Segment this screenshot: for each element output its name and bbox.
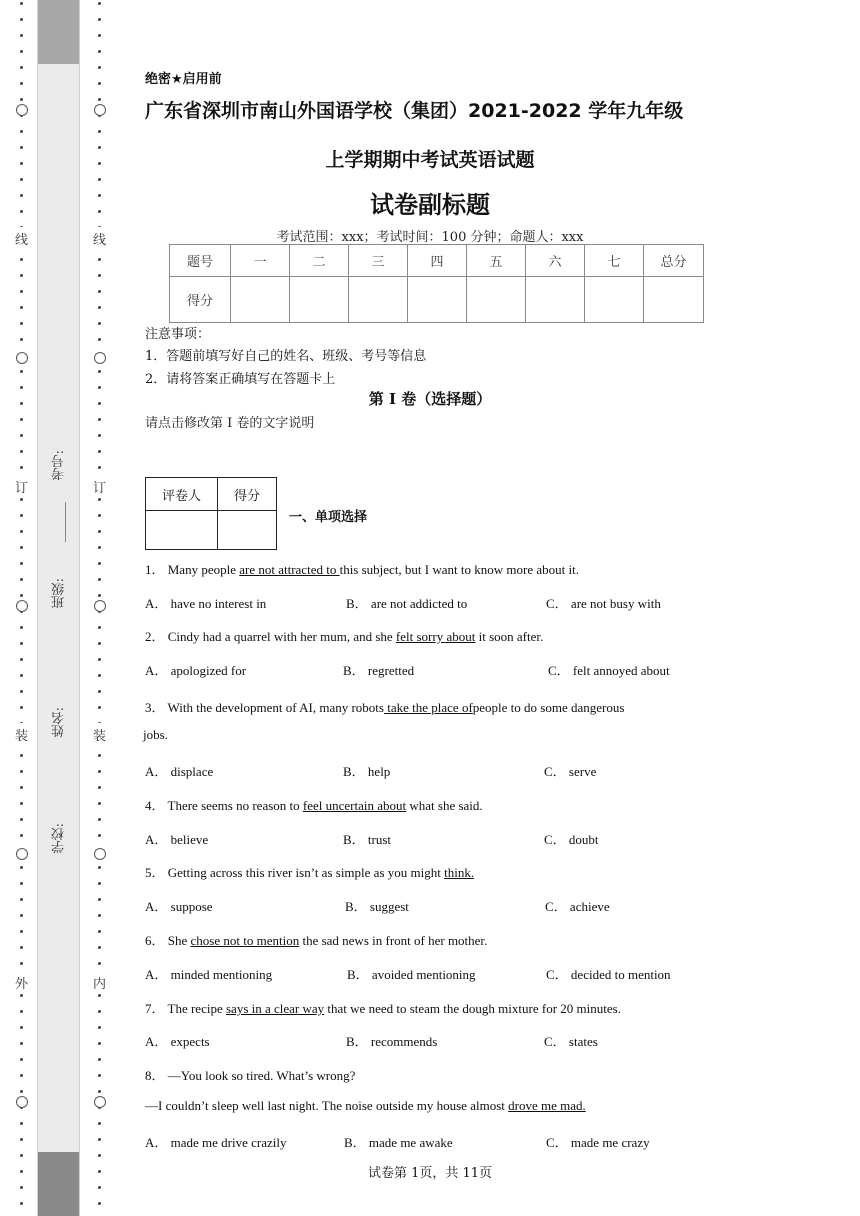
binding-dot [20, 706, 23, 709]
score-header-cell: 五 [467, 245, 526, 277]
binding-dot [98, 370, 101, 373]
question-text: —I couldn’t sleep well last night. The noise outside my house almost [145, 1098, 509, 1113]
part-title: 一、单项选择 [289, 510, 368, 525]
binding-circle [94, 848, 106, 860]
binding-dot [98, 210, 101, 213]
binding-dot [98, 562, 101, 565]
binding-dot [20, 210, 23, 213]
binding-char-outer: 装 [15, 723, 28, 746]
binding-dot [20, 1042, 23, 1045]
binding-dot [98, 1122, 101, 1125]
score-table [169, 244, 704, 323]
binding-dot [20, 98, 23, 101]
binding-dot [20, 418, 23, 421]
binding-dot [20, 258, 23, 261]
binding-dot [20, 386, 23, 389]
school-label: 学校: [52, 823, 67, 854]
binding-dot [20, 1058, 23, 1061]
binding-dot [98, 786, 101, 789]
binding-dot [20, 146, 23, 149]
option-a[interactable]: A． believe [145, 832, 209, 847]
binding-dot [98, 98, 101, 101]
question-text: that we need to steam the dough mixture for 20 minutes. [324, 1001, 621, 1016]
binding-dot [20, 322, 23, 325]
question-stem [145, 795, 483, 814]
option-b[interactable]: B． avoided mentioning [347, 967, 476, 982]
score-header-cell: 二 [290, 245, 349, 277]
option-a[interactable]: A． minded mentioning [145, 967, 273, 982]
binding-dot [98, 930, 101, 933]
option-c[interactable]: C． made me crazy [546, 1135, 650, 1150]
binding-dot [20, 290, 23, 293]
binding-dot [98, 386, 101, 389]
grader-score-cell[interactable] [218, 511, 277, 550]
binding-dot [20, 1010, 23, 1013]
binding-dot [20, 962, 23, 965]
question-text: 2． Cindy had a quarrel with her mum, and she [145, 629, 396, 644]
binding-circle [16, 848, 28, 860]
option-a[interactable]: A． suppose [145, 899, 213, 914]
binding-dot [20, 786, 23, 789]
binding-dot [20, 658, 23, 661]
binding-dot [20, 866, 23, 869]
binding-dot [20, 2, 23, 5]
binding-dot [20, 594, 23, 597]
underlined-phrase: says in a clear way [225, 1001, 325, 1016]
question-text: it soon after. [475, 629, 544, 644]
binding-strip-top [38, 0, 79, 64]
binding-dot [98, 818, 101, 821]
score-header-cell: 三 [349, 245, 408, 277]
binding-dot [20, 130, 23, 133]
binding-dot [20, 1170, 23, 1173]
option-a[interactable]: A． displace [145, 764, 214, 779]
binding-dot [98, 178, 101, 181]
question-text: 1． Many people [145, 562, 240, 577]
underlined-phrase: take the place of [383, 700, 473, 715]
binding-dot [20, 914, 23, 917]
binding-dot [20, 1026, 23, 1029]
option-a[interactable]: A． have no interest in [145, 596, 267, 611]
score-cell[interactable] [585, 277, 644, 323]
page-footer: 试卷第 1页，共 11页 [367, 1166, 493, 1181]
score-cell[interactable] [467, 277, 526, 323]
binding-dot [98, 530, 101, 533]
question-stem-continued: jobs. [143, 727, 168, 742]
binding-dot [98, 1010, 101, 1013]
binding-dot [98, 1202, 101, 1205]
binding-circle [94, 1096, 106, 1108]
binding-dot [98, 418, 101, 421]
name-label: 姓名: [52, 707, 67, 738]
question-stem [145, 930, 487, 949]
option-b[interactable]: B． trust [343, 832, 392, 847]
option-c[interactable]: C． are not busy with [546, 596, 661, 611]
exam-subtitle: 试卷副标题 [370, 191, 490, 219]
option-c[interactable]: C． felt annoyed about [548, 663, 670, 678]
binding-dot [98, 338, 101, 341]
binding-circle [16, 600, 28, 612]
binding-dot [20, 306, 23, 309]
binding-dot [98, 130, 101, 133]
binding-dot [98, 914, 101, 917]
exam-number-line [65, 502, 66, 542]
binding-dot [98, 658, 101, 661]
question-text: 4． There seems no reason to [145, 798, 303, 813]
binding-dot [98, 1058, 101, 1061]
binding-dot [98, 706, 101, 709]
binding-dot [20, 178, 23, 181]
option-b[interactable]: B． suggest [345, 899, 409, 914]
binding-circle [16, 352, 28, 364]
binding-dot [98, 514, 101, 517]
binding-dot [98, 546, 101, 549]
underlined-phrase: felt sorry about [395, 629, 476, 644]
option-c[interactable]: C． decided to mention [546, 967, 671, 982]
binding-char-inner: 线 [93, 227, 106, 250]
grader-header: 评卷人 [146, 478, 218, 511]
binding-dot [98, 834, 101, 837]
binding-circle [16, 1096, 28, 1108]
binding-dot [20, 898, 23, 901]
score-cell[interactable] [349, 277, 408, 323]
score-header-cell: 一 [231, 245, 290, 277]
binding-dot [98, 946, 101, 949]
binding-dot [98, 498, 101, 501]
binding-dot [20, 434, 23, 437]
binding-dot [98, 1186, 101, 1189]
question-text: 3． With the development of AI, many robots [145, 700, 384, 715]
binding-dot [98, 146, 101, 149]
option-b[interactable]: B． help [343, 764, 391, 779]
binding-dot [20, 514, 23, 517]
score-cell[interactable] [408, 277, 467, 323]
binding-dot [20, 18, 23, 21]
binding-dot [20, 50, 23, 53]
binding-dot [98, 594, 101, 597]
option-c[interactable]: C． states [544, 1034, 598, 1049]
binding-dot [20, 674, 23, 677]
binding-dot [20, 274, 23, 277]
binding-dot [20, 946, 23, 949]
binding-dot [20, 642, 23, 645]
note-item: 2．请将答案正确填写在答题卡上 [145, 372, 336, 387]
binding-dot [20, 370, 23, 373]
binding-dot [98, 578, 101, 581]
binding-dot [20, 562, 23, 565]
question-stem [145, 626, 543, 645]
option-c[interactable]: C． doubt [544, 832, 599, 847]
option-c[interactable]: C． serve [544, 764, 597, 779]
binding-dot [20, 162, 23, 165]
binding-dot [98, 2, 101, 5]
class-label: 班级: [52, 578, 67, 609]
underlined-phrase: think. [444, 865, 475, 880]
binding-dot [98, 82, 101, 85]
question-stem [145, 559, 579, 578]
binding-dot [98, 162, 101, 165]
binding-dot [20, 994, 23, 997]
grader-table [145, 477, 277, 550]
binding-dot [98, 754, 101, 757]
score-header-cell: 六 [526, 245, 585, 277]
score-cell[interactable] [290, 277, 349, 323]
binding-dot [20, 834, 23, 837]
binding-dot [20, 930, 23, 933]
binding-dot [20, 626, 23, 629]
option-a[interactable]: A． made me drive crazily [145, 1135, 287, 1150]
question-stem [145, 697, 624, 716]
binding-dot [98, 450, 101, 453]
binding-dot [98, 1074, 101, 1077]
binding-dot [98, 1090, 101, 1093]
section-description: 请点击修改第 I 卷的文字说明 [145, 416, 315, 431]
score-cell[interactable] [526, 277, 585, 323]
score-row-label: 得分 [170, 277, 231, 323]
option-b[interactable]: B． are not addicted to [346, 596, 468, 611]
exam-title-line1: 广东省深圳市南山外国语学校（集团）2021-2022 学年九年级 [145, 100, 684, 122]
question-text: 5． Getting across this river isn’t as simple as you might [145, 865, 445, 880]
score-cell[interactable] [231, 277, 290, 323]
grader-cell[interactable] [146, 511, 218, 550]
binding-char-outer: 外 [15, 971, 28, 994]
binding-strip-bottom [38, 1152, 79, 1216]
section-title: 第 I 卷（选择题） [368, 390, 492, 408]
binding-char-inner: 装 [93, 723, 106, 746]
binding-dot [98, 1026, 101, 1029]
binding-dot [20, 1138, 23, 1141]
underlined-phrase: drove me mad. [508, 1098, 586, 1113]
binding-dot [98, 882, 101, 885]
notes-title: 注意事项： [145, 327, 211, 342]
question-stem [145, 998, 621, 1017]
score-header-cell: 四 [408, 245, 467, 277]
binding-dot [98, 1154, 101, 1157]
binding-dot [20, 530, 23, 533]
score-cell[interactable] [644, 277, 704, 323]
binding-circle [94, 600, 106, 612]
binding-dot [20, 546, 23, 549]
binding-dot [98, 274, 101, 277]
binding-dot [20, 818, 23, 821]
binding-dot [20, 1090, 23, 1093]
binding-char-outer: 线 [15, 227, 28, 250]
binding-dot [98, 898, 101, 901]
binding-circle [16, 104, 28, 116]
binding-dot [98, 306, 101, 309]
binding-dot [98, 402, 101, 405]
note-item: 1．答题前填写好自己的姓名、班级、考号等信息 [145, 349, 427, 364]
binding-dot [20, 1074, 23, 1077]
exam-number-label: 考号: [52, 450, 67, 481]
question-text: what she said. [406, 798, 483, 813]
question-text: the sad news in front of her mother. [299, 933, 488, 948]
question-stem [145, 862, 474, 881]
binding-dot [20, 770, 23, 773]
binding-dot [98, 18, 101, 21]
binding-dot [20, 882, 23, 885]
binding-dot [98, 962, 101, 965]
binding-dot [98, 290, 101, 293]
grader-score-header: 得分 [218, 478, 277, 511]
binding-dot [98, 674, 101, 677]
underlined-phrase: chose not to mention [190, 933, 300, 948]
binding-dot [98, 770, 101, 773]
binding-dot [98, 434, 101, 437]
binding-dot [20, 450, 23, 453]
binding-dot [20, 466, 23, 469]
binding-dot [20, 578, 23, 581]
binding-dot [98, 626, 101, 629]
binding-dot [20, 498, 23, 501]
binding-dot [98, 690, 101, 693]
binding-dot [98, 1170, 101, 1173]
binding-dot [20, 402, 23, 405]
binding-dot [20, 1122, 23, 1125]
binding-dot [98, 66, 101, 69]
binding-dot [98, 258, 101, 261]
score-header-cell: 七 [585, 245, 644, 277]
binding-dot [20, 690, 23, 693]
option-a[interactable]: A． apologized for [145, 663, 247, 678]
binding-dot [20, 82, 23, 85]
binding-dot [98, 994, 101, 997]
binding-dot [20, 194, 23, 197]
question-text: this subject, but I want to know more about it. [339, 562, 579, 577]
binding-dot [98, 1042, 101, 1045]
binding-circle [94, 104, 106, 116]
binding-dot [20, 1186, 23, 1189]
question-text: people to do some dangerous [472, 700, 625, 715]
question-stem: 8． —You look so tired. What’s wrong? [145, 1068, 356, 1083]
binding-dot [20, 1154, 23, 1157]
binding-dot [98, 802, 101, 805]
binding-dot [98, 194, 101, 197]
score-header-cell: 题号 [170, 245, 231, 277]
option-c[interactable]: C． achieve [545, 899, 610, 914]
question-stem-continued [145, 1098, 586, 1114]
binding-dot [98, 866, 101, 869]
binding-char-outer: 订 [15, 475, 28, 498]
score-header-cell: 总分 [644, 245, 704, 277]
exam-title-line2: 上学期期中考试英语试题 [325, 149, 535, 171]
option-b[interactable]: B． regretted [343, 663, 415, 678]
option-b[interactable]: B． made me awake [344, 1135, 453, 1150]
option-a[interactable]: A． expects [145, 1034, 210, 1049]
binding-char-inner: 订 [93, 475, 106, 498]
binding-dot [98, 1138, 101, 1141]
question-text: 6． She [145, 933, 191, 948]
confidential-mark: 绝密★启用前 [145, 72, 222, 87]
binding-dot [98, 34, 101, 37]
binding-circle [94, 352, 106, 364]
binding-dot [20, 802, 23, 805]
binding-dot [98, 50, 101, 53]
binding-dot [98, 466, 101, 469]
option-b[interactable]: B． recommends [346, 1034, 438, 1049]
binding-dot [98, 322, 101, 325]
underlined-phrase: are not attracted to [239, 562, 340, 577]
binding-dot [20, 1202, 23, 1205]
exam-info: 考试范围：xxx；考试时间：100 分钟；命题人：xxx [276, 230, 584, 245]
binding-dot [20, 338, 23, 341]
question-text: 7． The recipe [145, 1001, 226, 1016]
binding-dot [98, 642, 101, 645]
binding-char-inner: 内 [93, 971, 106, 994]
binding-dot [20, 754, 23, 757]
underlined-phrase: feel uncertain about [302, 798, 407, 813]
binding-dot [20, 34, 23, 37]
binding-dot [20, 66, 23, 69]
